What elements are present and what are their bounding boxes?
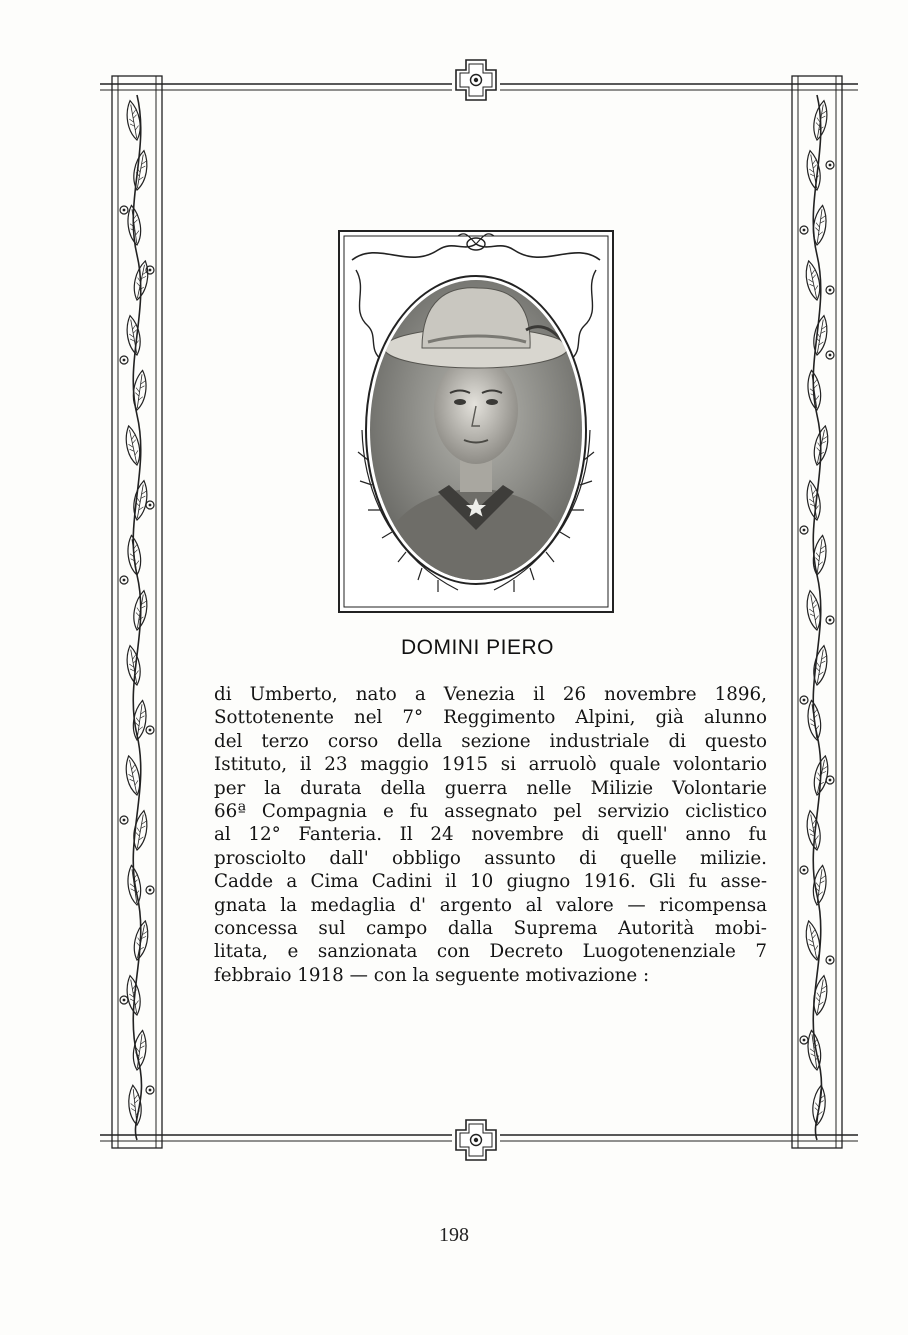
portrait-frame: [338, 230, 614, 613]
bio-line: al 12° Fanteria. Il 24 novembre di quell' anno fu: [214, 824, 767, 846]
biography-paragraph: [214, 683, 767, 987]
page-number: 198: [439, 1224, 469, 1246]
bio-line: febbraio 1918 — con la seguente motivazione :: [214, 964, 650, 986]
bio-line: di Umberto, nato a Venezia il 26 novembre 1896,: [214, 684, 767, 705]
bio-line: per la durata della guerra nelle Milizie Volontarie: [214, 777, 767, 799]
bio-line: del terzo corso della sezione industriale di questo: [214, 730, 767, 752]
bio-line: Istituto, il 23 maggio 1915 si arruolò quale volontario: [214, 754, 767, 776]
bio-line: gnata la medaglia d' argento al valore — ricompensa: [214, 894, 767, 916]
person-name-heading: DOMINI PIERO: [400, 636, 554, 659]
bio-line: Sottotenente nel 7° Reggimento Alpini, già alunno: [214, 707, 767, 729]
bio-line: prosciolto dall' obbligo assunto di quelle milizie.: [214, 847, 767, 869]
bio-line: 66ª Compagnia e fu assegnato pel servizio ciclistico: [214, 800, 767, 822]
bio-line: concessa sul campo dalla Suprema Autorità mobi-: [214, 917, 767, 939]
cross-ornament-icon: [456, 1120, 496, 1160]
bio-line: Cadde a Cima Cadini il 10 giugno 1916. Gli fu asse-: [214, 871, 767, 893]
bio-line: litata, e sanzionata con Decreto Luogotenenziale 7: [214, 941, 767, 963]
cross-ornament-icon: [456, 60, 496, 100]
